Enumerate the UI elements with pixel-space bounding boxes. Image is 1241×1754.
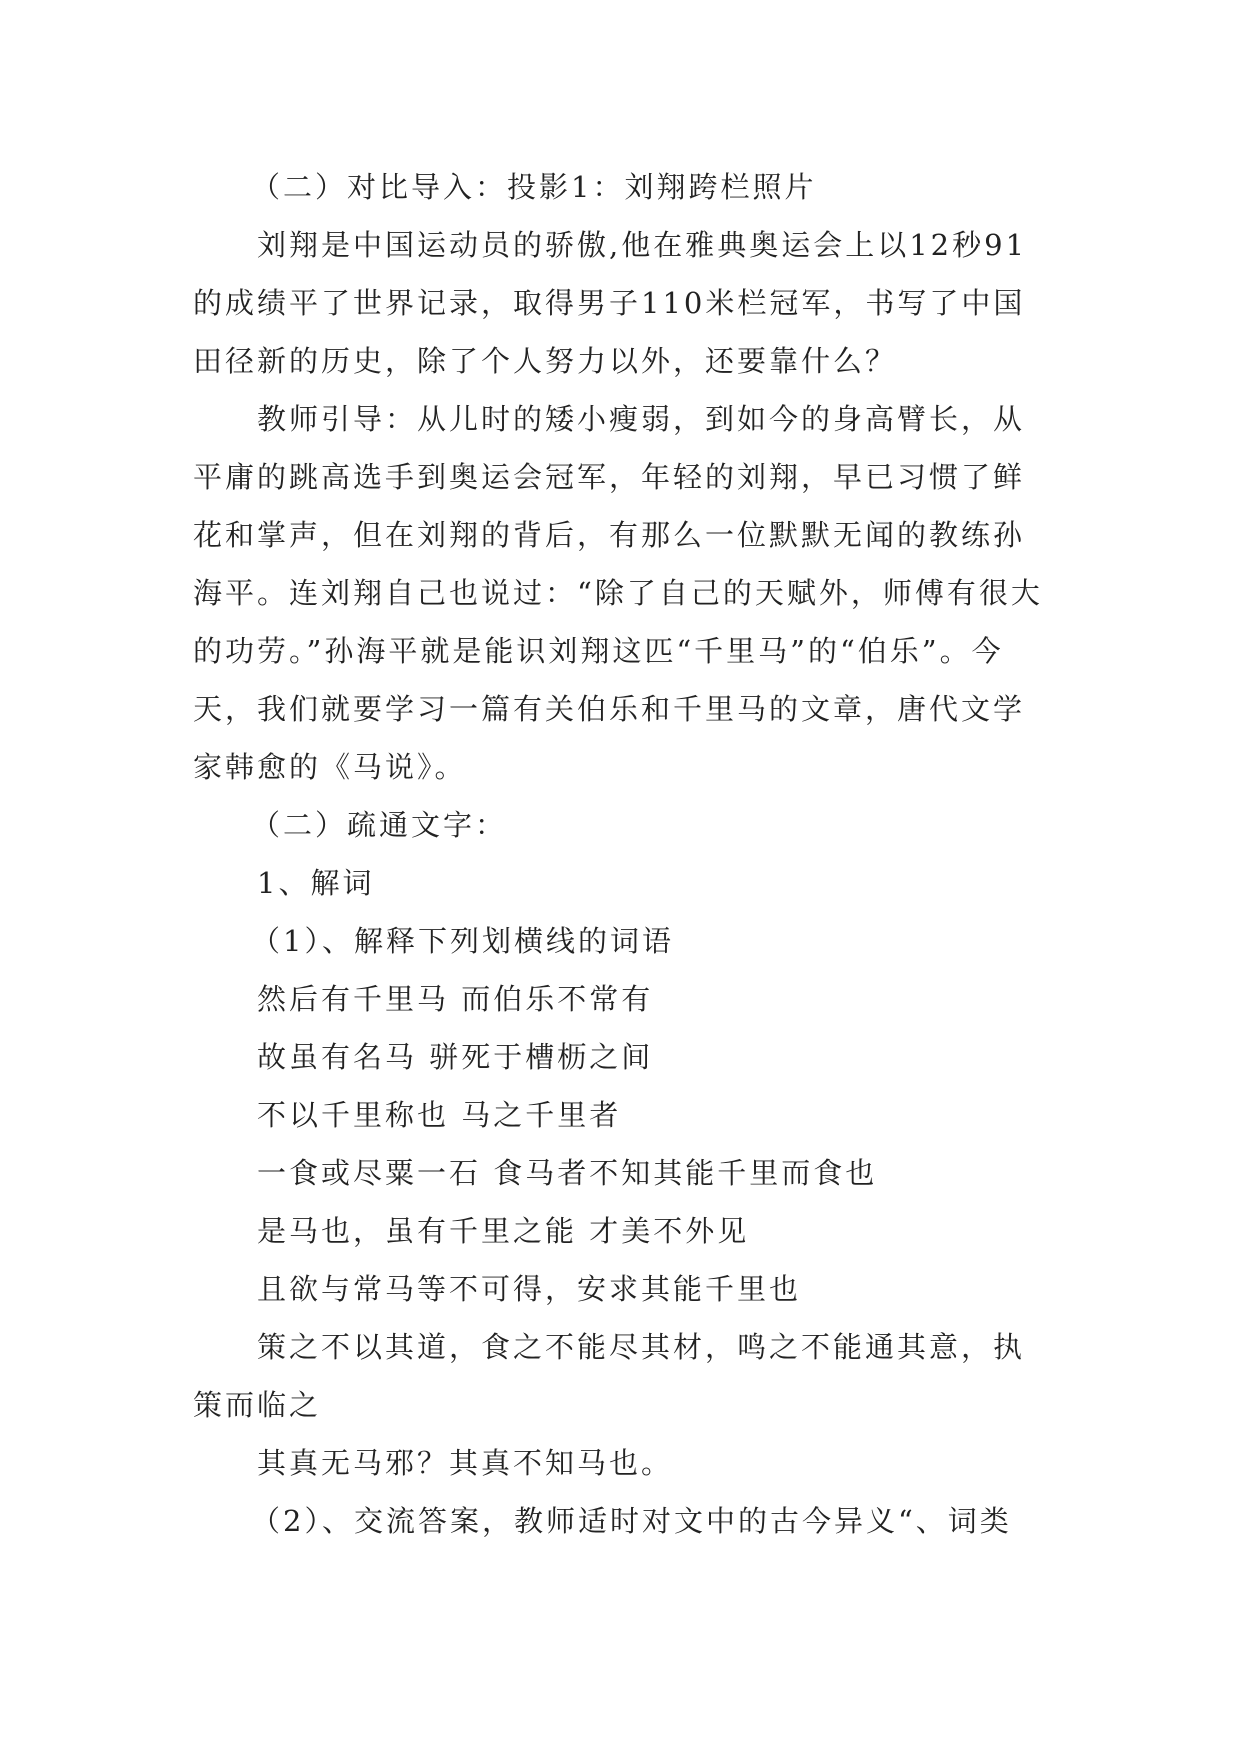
section-heading-text: （二）疏通文字： bbox=[251, 808, 508, 842]
exercise-line: 且欲与常马等不可得，安求其能千里也 bbox=[257, 1272, 802, 1306]
exercise-line: 故虽有名马 骈死于槽枥之间 bbox=[257, 1040, 654, 1074]
exercise-line: 是马也，虽有千里之能 才美不外见 bbox=[257, 1214, 750, 1248]
exercise-line: 其真无马邪？其真不知马也。 bbox=[257, 1446, 674, 1480]
paragraph-teacher-guide: 教师引导：从儿时的矮小瘦弱，到如今的身高臂长，从平庸的跳高选手到奥运会冠军，年轻的刘翔，早已习惯了鲜花和掌声，但在刘翔的背后，有那么一位默默无闻的教练孙海平。连刘翔自己也说过：“除了自己的天赋外，师傅有很大的功劳。”孙海平就是能识刘翔这匹“千里马”的“伯乐”。今天，我们就要学习一篇有关伯乐和千里马的文章，唐代文学家韩愈的《马说》。 bbox=[193, 402, 1043, 784]
exercise-line: 策之不以其道，食之不能尽其材，鸣之不能通其意，执策而临之 bbox=[193, 1330, 1026, 1422]
discussion-instruction: （2）、交流答案，教师适时对文中的古今异义“、词类 bbox=[251, 1504, 1012, 1538]
exercise-instruction: （1）、解释下列划横线的词语 bbox=[251, 924, 674, 958]
exercise-line: 一食或尽粟一石 食马者不知其能千里而食也 bbox=[257, 1156, 878, 1190]
document-body bbox=[193, 158, 1049, 1550]
paragraph-liu-xiang: 刘翔是中国运动员的骄傲,他在雅典奥运会上以12秒91的成绩平了世界记录，取得男子110米栏冠军，书写了中国田径新的历史，除了个人努力以外，还要靠什么？ bbox=[193, 228, 1028, 378]
exercise-line: 然后有千里马 而伯乐不常有 bbox=[257, 982, 654, 1016]
exercise-line: 不以千里称也 马之千里者 bbox=[257, 1098, 622, 1132]
subheading-vocabulary: 1、解词 bbox=[257, 866, 375, 900]
section-heading-intro: （二）对比导入：投影1：刘翔跨栏照片 bbox=[251, 170, 817, 204]
